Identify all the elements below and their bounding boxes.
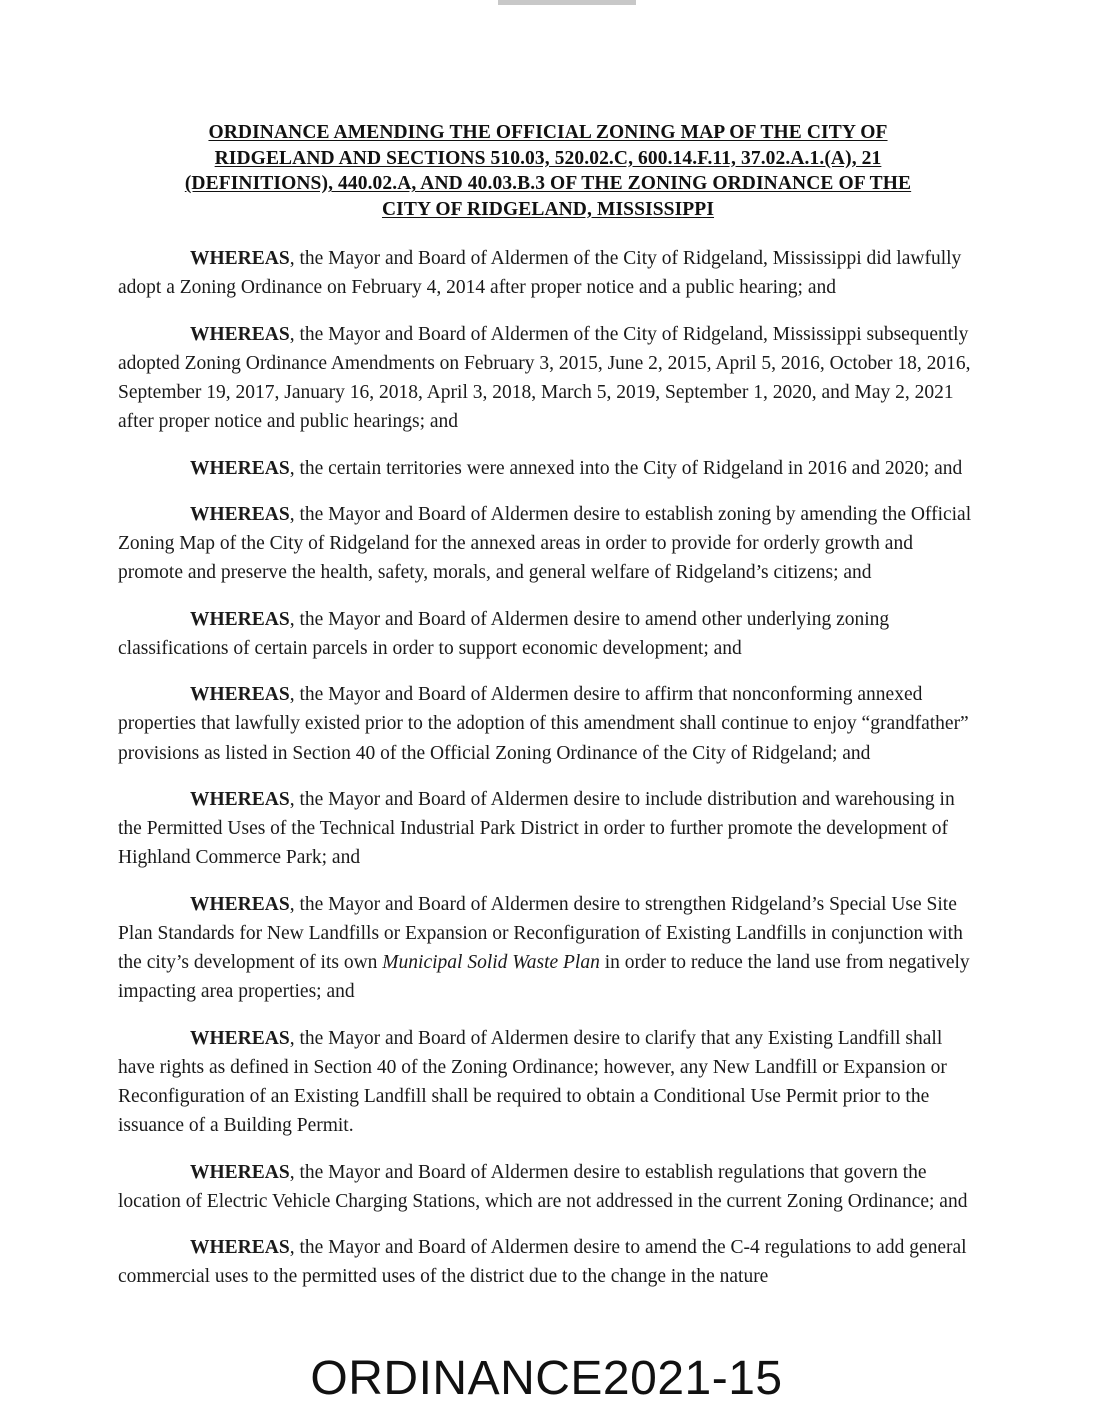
whereas-text: , the Mayor and Board of Aldermen desire to clarify that any Existing Landfill shall have rights as defined in Section 40 of the Zoning Ordinance; however, any New Landfill or Expansion or Reconfiguration of an Existing Landfill shall be required to obtain a Conditional Use Permit prior to the issuance of a Building Permit. (118, 1027, 947, 1137)
whereas-lead: WHEREAS (190, 503, 290, 525)
whereas-paragraph-5 (118, 605, 978, 664)
whereas-text: , the Mayor and Board of Aldermen of the City of Ridgeland, Mississippi subsequently adopted Zoning Ordinance Amendments on February 3, 2015, June 2, 2015, April 5, 2016, October 18, 2016, September 19, 2017, January 16, 2018, April 3, 2018, March 5, 2019, September 1, 2020, and May 2, 2021 after proper notice and public hearings; and (118, 323, 971, 433)
whereas-lead: WHEREAS (190, 323, 290, 345)
whereas-text: , the Mayor and Board of Aldermen desire to include distribution and warehousing in the Permitted Uses of the Technical Industrial Park District in order to further promote the development of Highland Commerce Park; and (118, 788, 955, 869)
title-line-3: (DEFINITIONS), 440.02.A, AND 40.03.B.3 OF THE ZONING ORDINANCE OF THE (184, 173, 912, 195)
whereas-paragraph-1 (118, 244, 978, 303)
whereas-paragraph-6 (118, 680, 978, 768)
whereas-paragraph-10 (118, 1158, 978, 1217)
whereas-text: , the Mayor and Board of Aldermen desire to affirm that nonconforming annexed properties that lawfully existed prior to the adoption of this amendment shall continue to enjoy “grandfather” provisions as listed in Section 40 of the Official Zoning Ordinance of the City of Ridgeland; and (118, 684, 969, 764)
whereas-text: , the Mayor and Board of Aldermen desire to establish zoning by amending the Official Zoning Map of the City of Ridgeland for the annexed areas in order to provide for orderly growth and promote and preserve the health, safety, morals, and general welfare of Ridgeland’s citizens; and (118, 503, 972, 584)
whereas-text: , the Mayor and Board of Aldermen desire to amend the C-4 regulations to add general commercial uses to the permitted uses of the district due to the change in the nature (118, 1237, 967, 1288)
whereas-lead: WHEREAS (190, 457, 290, 479)
whereas-paragraph-8 (118, 890, 978, 1007)
whereas-lead: WHEREAS (190, 1237, 290, 1259)
ordinance-number-stamp: ORDINANCE2021-15 (310, 1352, 783, 1405)
whereas-paragraph-4 (118, 500, 978, 588)
whereas-paragraph-11 (118, 1233, 978, 1292)
whereas-text: , the Mayor and Board of Aldermen desire to amend other underlying zoning classifications of certain parcels in order to support economic development; and (118, 608, 890, 659)
title-line-1: ORDINANCE AMENDING THE OFFICIAL ZONING MAP OF THE CITY OF (208, 122, 888, 143)
whereas-lead: WHEREAS (190, 684, 290, 706)
whereas-text-before-italic: , the Mayor and Board of Aldermen desire to strengthen Ridgeland’s Special Use Site Plan Standards for New Landfills or Expansion or Reconfiguration of Existing Landfills in conjunction with the city’s development of its own (118, 893, 963, 974)
whereas-paragraph-7 (118, 785, 978, 873)
municipal-solid-waste-plan-title: Municipal Solid Waste Plan (382, 952, 600, 974)
whereas-text: , the Mayor and Board of Aldermen of the City of Ridgeland, Mississippi did lawfully adopt a Zoning Ordinance on February 4, 2014 after proper notice and a public hearing; and (118, 248, 962, 299)
title-line-4: CITY OF RIDGELAND, MISSISSIPPI (381, 198, 715, 220)
whereas-paragraph-9 (118, 1024, 978, 1141)
whereas-text: , the Mayor and Board of Aldermen desire to establish regulations that govern the location of Electric Vehicle Charging Stations, which are not addressed in the current Zoning Ordinance; and (118, 1161, 968, 1212)
whereas-lead: WHEREAS (190, 893, 290, 915)
title-line-2: RIDGELAND AND SECTIONS 510.03, 520.02.C, 600.14.F.11, 37.02.A.1.(A), 21 (214, 147, 882, 169)
scan-artifact (498, 0, 636, 5)
whereas-lead: WHEREAS (190, 608, 290, 630)
whereas-lead: WHEREAS (190, 1027, 290, 1049)
whereas-text: , the certain territories were annexed into the City of Ridgeland in 2016 and 2020; and (289, 457, 963, 479)
document-body (118, 120, 978, 1309)
whereas-paragraph-2 (118, 320, 978, 437)
whereas-lead: WHEREAS (190, 1161, 290, 1183)
whereas-paragraph-3 (118, 454, 978, 483)
page-title (118, 120, 978, 222)
whereas-text-after-italic: in order to reduce the land use from negatively impacting area properties; and (118, 952, 970, 1003)
whereas-lead: WHEREAS (190, 788, 290, 810)
whereas-lead: WHEREAS (190, 248, 290, 270)
